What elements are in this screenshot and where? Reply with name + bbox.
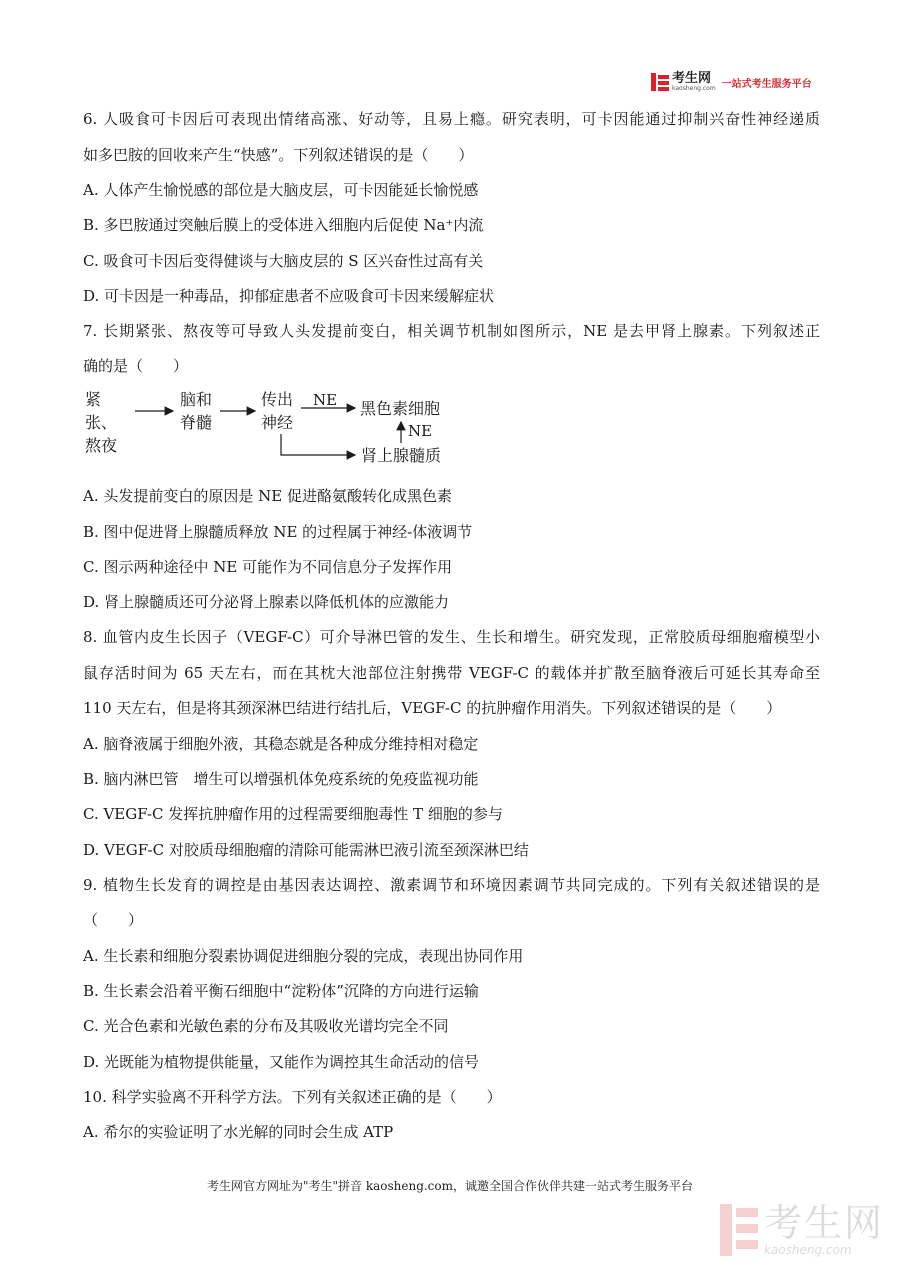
q7-option-b: B. 图中促进肾上腺髓质释放 NE 的过程属于神经-体液调节 (83, 523, 473, 541)
q9-option-a: A. 生长素和细胞分裂素协调促进细胞分裂的完成，表现出协同作用 (83, 947, 524, 965)
q9-option-c: C. 光合色素和光敏色素的分布及其吸收光谱均完全不同 (83, 1017, 449, 1035)
q7-stem-line2: 确的是（ ） (83, 357, 189, 375)
q7-option-d: D. 肾上腺髓质还可分泌肾上腺素以降低机体的应激能力 (83, 593, 450, 611)
q7-stem-line1: 7. 长期紧张、熬夜等可导致人头发提前变白，相关调节机制如图所示，NE 是去甲肾上腺素。下列叙述正 (83, 322, 820, 340)
q8-stem-line2: 鼠存活时间为 65 天左右，而在其枕大池部位注射携带 VEGF-C 的载体并扩散至脑脊液后可延长其寿命至 (83, 664, 820, 682)
watermark-logo-icon (720, 1204, 758, 1256)
header-logo (651, 72, 812, 92)
diagram-node-brain-spinal: 脑和 脊髓 (180, 390, 213, 432)
q10-stem-line1: 10. 科学实验离不开科学方法。下列有关叙述正确的是（ ） (83, 1088, 502, 1106)
diagram-label-ne-right: NE (408, 422, 433, 440)
q7-option-a: A. 头发提前变白的原因是 NE 促进酪氨酸转化成黑色素 (83, 487, 452, 505)
q9-stem-line1: 9. 植物生长发育的调控是由基因表达调控、激素调节和环境因素调节共同完成的。下列有关叙述错误的是 (83, 876, 820, 894)
q6-option-b: B. 多巴胺通过突触后膜上的受体进入细胞内后促使 Na⁺内流 (83, 216, 484, 234)
q8-option-a: A. 脑脊液属于细胞外液，其稳态就是各种成分维持相对稳定 (83, 735, 479, 753)
logo-slogan: 一站式考生服务平台 (721, 78, 812, 90)
q7-option-c: C. 图示两种途径中 NE 可能作为不同信息分子发挥作用 (83, 558, 453, 576)
diagram-node-efferent-nerve: 传出 神经 (261, 390, 294, 432)
q6-option-d: D. 可卡因是一种毒品，抑郁症患者不应吸食可卡因来缓解症状 (83, 287, 495, 305)
watermark-name: 考生网 (764, 1201, 885, 1245)
regulation-diagram (85, 382, 465, 472)
footer-text: 考生网官方网址为"考生"拼音 kaosheng.com，诚邀全国合作伙伴共建一站式考生服务平台 (206, 1179, 694, 1193)
q6-stem-line1: 6. 人吸食可卡因后可表现出情绪高涨、好动等，且易上瘾。研究表明，可卡因能通过抑制兴奋性神经递质 (83, 110, 820, 128)
q9-option-b: B. 生长素会沿着平衡石细胞中“淀粉体”沉降的方向进行运输 (83, 982, 479, 1000)
q9-stem-line2: （ ） (83, 911, 144, 929)
diagram-label-ne-top: NE (313, 391, 338, 409)
diagram-arrows (85, 382, 465, 472)
diagram-node-stress: 紧张、 熬夜 (85, 390, 118, 455)
q8-option-d: D. VEGF-C 对胶质母细胞瘤的清除可能需淋巴液引流至颈深淋巴结 (83, 841, 529, 859)
q6-option-c: C. 吸食可卡因后变得健谈与大脑皮层的 S 区兴奋性过高有关 (83, 252, 484, 270)
watermark-domain: kaosheng.com (764, 1243, 852, 1257)
q8-option-c: C. VEGF-C 发挥抗肿瘤作用的过程需要细胞毒性 T 细胞的参与 (83, 805, 503, 823)
diagram-node-melanocyte: 黑色素细胞 (360, 399, 441, 418)
q8-option-b: B. 脑内淋巴管 增生可以增强机体免疫系统的免疫监视功能 (83, 770, 479, 788)
q6-option-a: A. 人体产生愉悦感的部位是大脑皮层，可卡因能延长愉悦感 (83, 181, 479, 199)
logo-icon (651, 73, 669, 91)
q10-option-a: A. 希尔的实验证明了水光解的同时会生成 ATP (83, 1123, 394, 1141)
q8-stem-line3: 110 天左右，但是将其颈深淋巴结进行结扎后，VEGF-C 的抗肿瘤作用消失。下列叙述错误的是（ ） (83, 699, 782, 717)
q9-option-d: D. 光既能为植物提供能量，又能作为调控其生命活动的信号 (83, 1053, 480, 1071)
logo-name: 考生网 (672, 71, 712, 86)
arrow-nerve-to-adrenal (281, 434, 355, 455)
logo-domain: kaosheng.com (672, 85, 716, 92)
q8-stem-line1: 8. 血管内皮生长因子（VEGF-C）可介导淋巴管的发生、生长和增生。研究发现，正常胶质母细胞瘤模型小 (83, 628, 820, 646)
watermark-logo (720, 1203, 884, 1257)
q6-stem-line2: 如多巴胺的回收来产生“快感”。下列叙述错误的是（ ） (83, 146, 474, 164)
diagram-node-adrenal-medulla: 肾上腺髓质 (361, 446, 442, 465)
